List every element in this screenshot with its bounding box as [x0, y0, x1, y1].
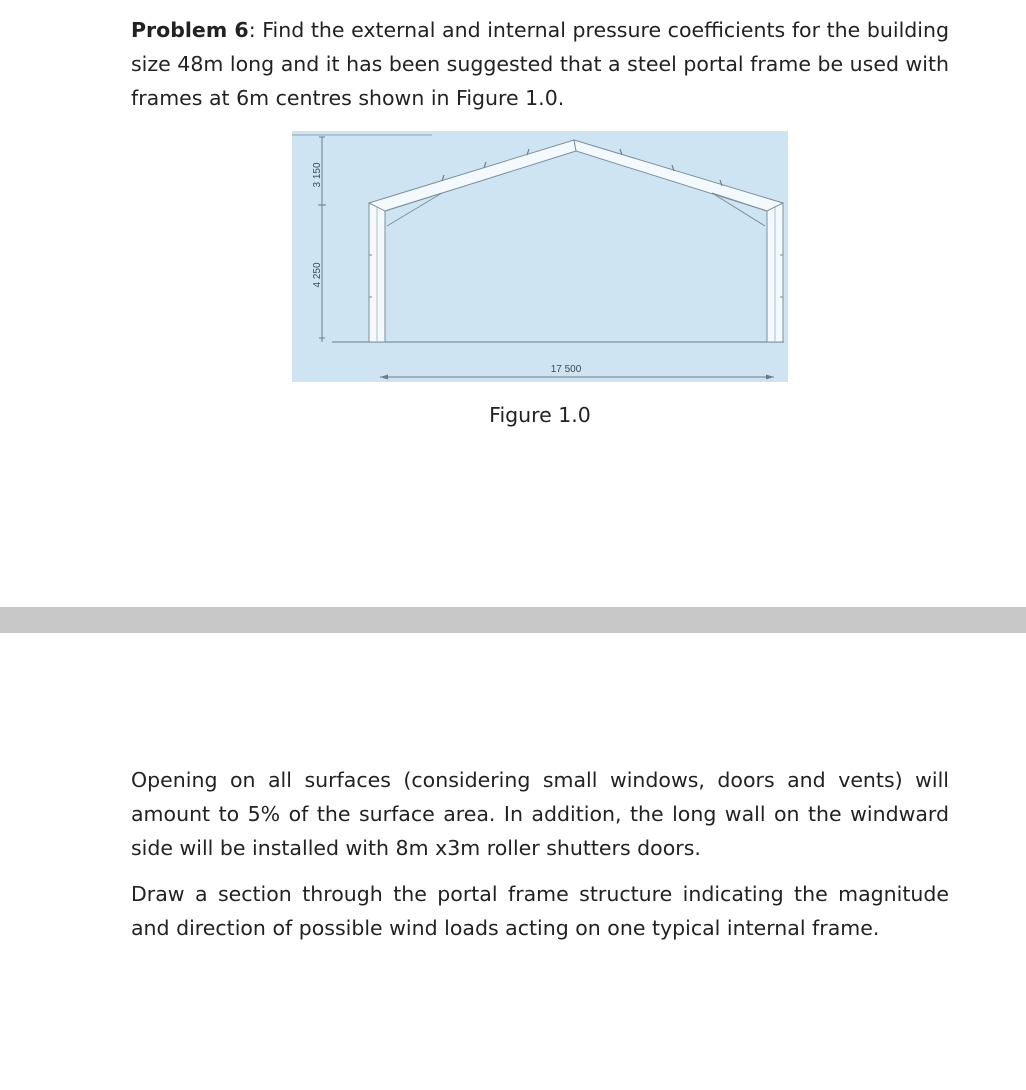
portal-frame-figure — [292, 131, 788, 382]
problem-label: Problem 6 — [131, 18, 249, 42]
figure-background — [292, 131, 788, 382]
problem-text: : Find the external and internal pressure coefficients for the building size 48m long and it has been suggested that a steel portal frame be used with frames at 6m centres shown in Figure 1.0. — [131, 18, 949, 110]
left-column — [369, 203, 385, 342]
span-label: 17 500 — [550, 364, 582, 375]
opening-paragraph: Opening on all surfaces (considering small windows, doors and vents) will amount to 5% of the surface area. In addition, the long wall on the windward side will be installed with 8m x3m roller shutters doors. — [131, 768, 949, 860]
apex-height-label: 3 150 — [312, 162, 323, 188]
draw-paragraph: Draw a section through the portal frame structure indicating the magnitude and direction of possible wind loads acting on one typical internal frame. — [131, 882, 949, 940]
page-separator — [0, 607, 1026, 633]
eaves-height-label: 4 250 — [312, 262, 323, 288]
problem-statement — [131, 13, 949, 115]
right-column — [767, 203, 783, 342]
figure-caption: Figure 1.0 — [489, 403, 591, 427]
